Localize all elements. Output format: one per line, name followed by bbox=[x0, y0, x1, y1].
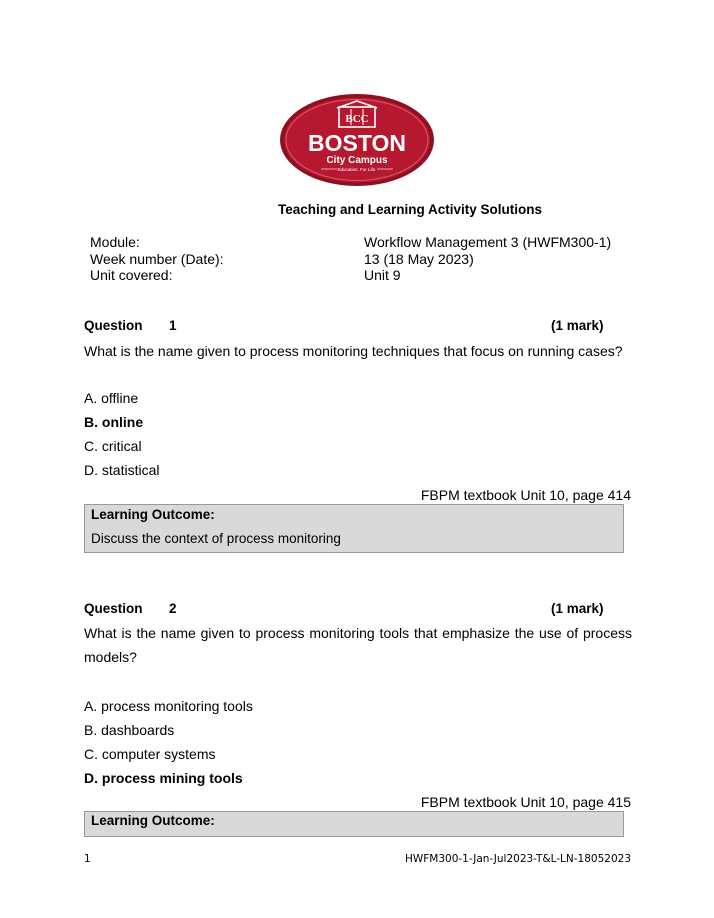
question-1-option-c: C. critical bbox=[84, 438, 142, 454]
question-1-text: What is the name given to process monitoring techniques that focus on running cases? bbox=[84, 343, 623, 359]
question-1-learning-outcome-box bbox=[84, 504, 624, 553]
week-value: 13 (18 May 2023) bbox=[364, 251, 474, 267]
question-1-option-d: D. statistical bbox=[84, 462, 160, 478]
question-2-learning-outcome-box bbox=[84, 811, 624, 837]
question-2-option-b: B. dashboards bbox=[84, 722, 175, 738]
unit-label: Unit covered: bbox=[90, 267, 173, 283]
question-1-option-b-answer: B. online bbox=[84, 414, 144, 430]
footer-document-code: HWFM300-1-Jan-Jul2023-T&L-LN-18052023 bbox=[404, 853, 631, 865]
question-1-number: 1 bbox=[169, 318, 177, 333]
unit-value: Unit 9 bbox=[364, 267, 401, 283]
question-2-label: Question bbox=[84, 601, 143, 616]
logo-subname: City Campus bbox=[326, 155, 388, 166]
logo-tagline: Education. For Life. bbox=[337, 167, 377, 172]
question-2-reference: FBPM textbook Unit 10, page 415 bbox=[420, 794, 631, 810]
module-value: Workflow Management 3 (HWFM300-1) bbox=[364, 234, 612, 250]
question-1-label: Question bbox=[84, 318, 143, 333]
question-2-number: 2 bbox=[169, 601, 177, 616]
question-1-marks: (1 mark) bbox=[551, 318, 604, 333]
week-label: Week number (Date): bbox=[90, 251, 224, 267]
logo-name: BOSTON bbox=[308, 130, 406, 156]
question-2-option-d-answer: D. process mining tools bbox=[84, 770, 243, 786]
footer-page-number: 1 bbox=[84, 853, 91, 865]
learning-outcome-title: Learning Outcome: bbox=[91, 813, 215, 828]
question-2-option-a: A. process monitoring tools bbox=[84, 698, 253, 714]
question-1-reference: FBPM textbook Unit 10, page 414 bbox=[420, 487, 631, 503]
question-2-marks: (1 mark) bbox=[551, 601, 604, 616]
module-label: Module: bbox=[90, 234, 140, 250]
question-2-option-c: C. computer systems bbox=[84, 746, 216, 762]
document-title: Teaching and Learning Activity Solutions bbox=[277, 202, 543, 217]
question-1-option-a: A. offline bbox=[84, 390, 139, 406]
learning-outcome-title: Learning Outcome: bbox=[91, 507, 215, 522]
boston-city-campus-logo bbox=[279, 93, 435, 187]
logo-initials: BCC bbox=[345, 113, 369, 125]
question-2-text: What is the name given to process monitoring tools that emphasize the use of process models? bbox=[84, 625, 632, 665]
learning-outcome-text: Discuss the context of process monitoring bbox=[91, 531, 341, 546]
